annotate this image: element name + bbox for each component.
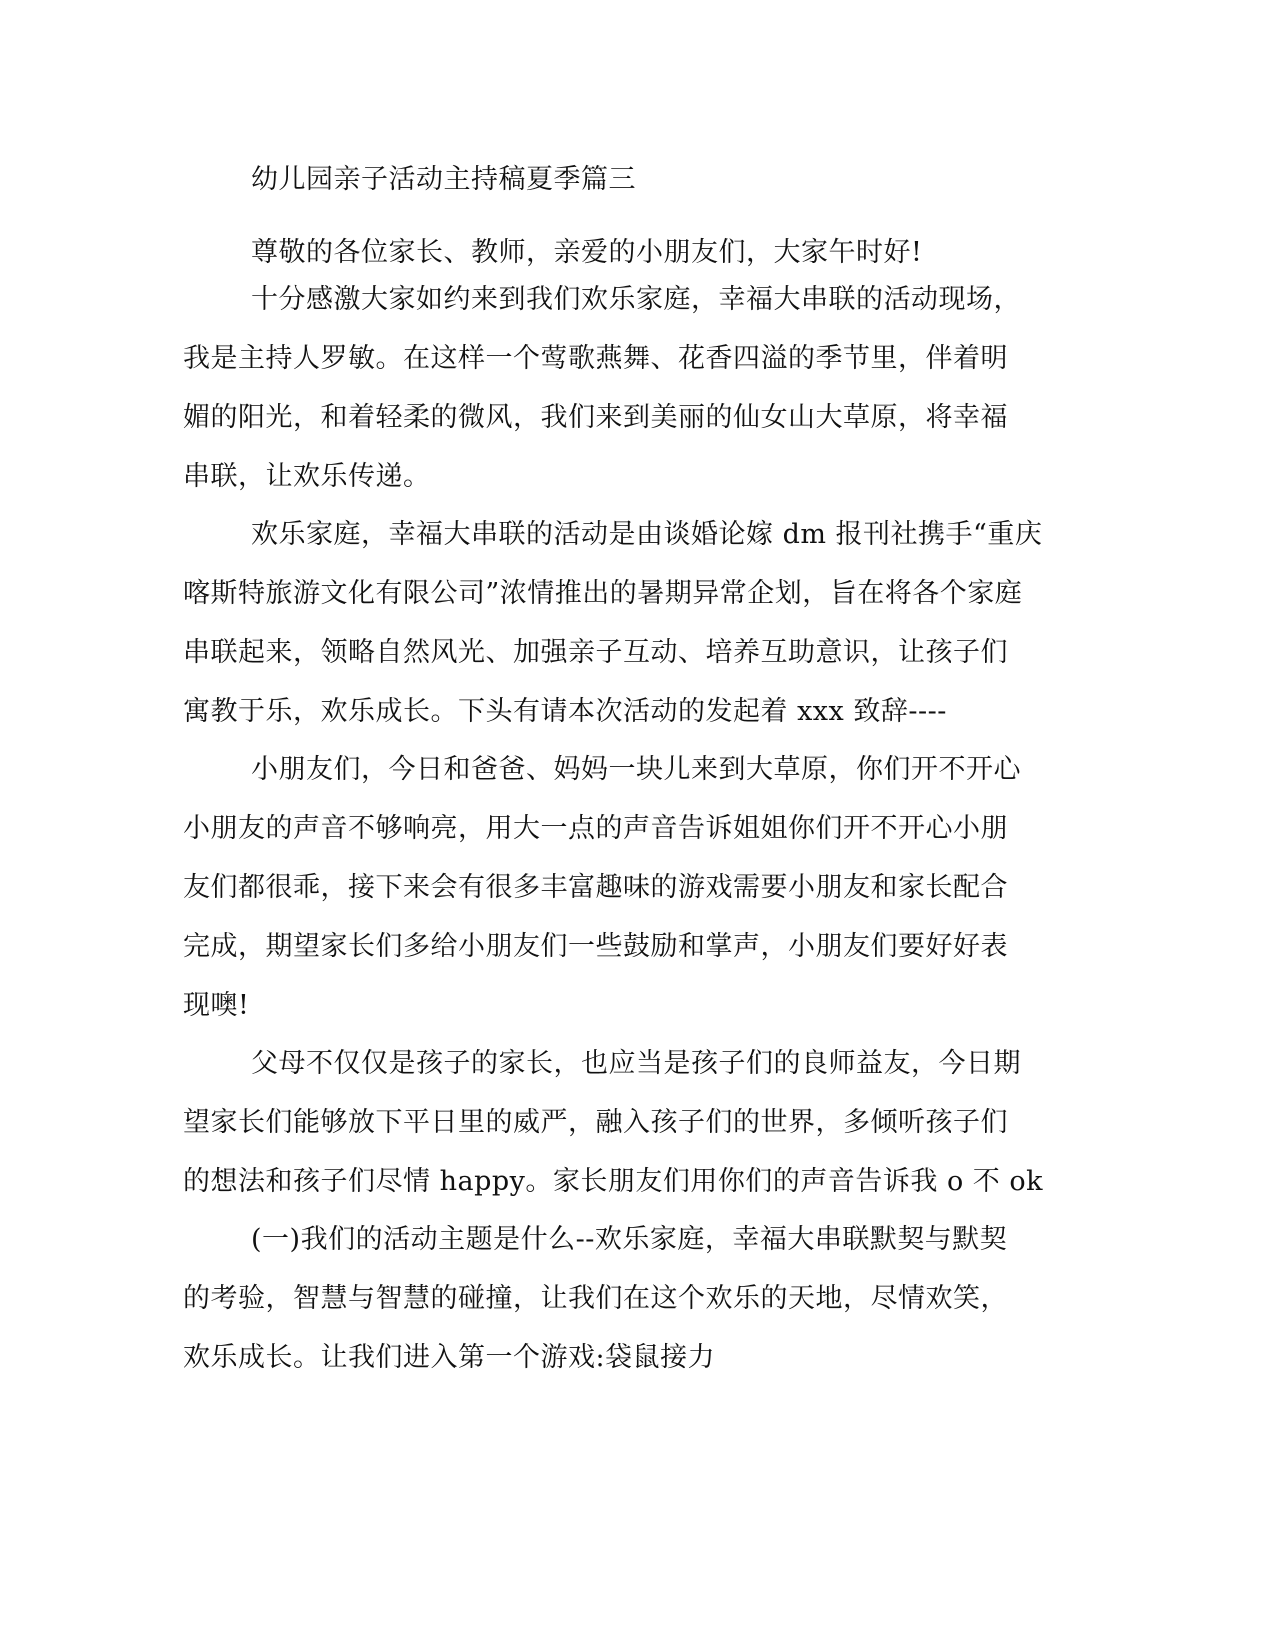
paragraph-parents	[183, 1034, 1043, 1211]
paragraph-line: 串联起来，领略自然风光、加强亲子互动、培养互助意识，让孩子们	[183, 637, 1008, 668]
paragraph-line: 喀斯特旅游文化有限公司”浓情推出的暑期异常企划，旨在将各个家庭	[183, 578, 1023, 609]
paragraph-line: 串联，让欢乐传递。	[183, 461, 431, 492]
paragraph-line: 小朋友们，今日和爸爸、妈妈一块儿来到大草原，你们开不开心	[251, 754, 1021, 785]
paragraph-activity	[183, 505, 1043, 741]
paragraph-line: 我是主持人罗敏。在这样一个莺歌燕舞、花香四溢的季节里，伴着明	[183, 343, 1008, 374]
paragraph-line: 父母不仅仅是孩子的家长，也应当是孩子们的良师益友，今日期	[251, 1048, 1021, 1079]
paragraph-line: 媚的阳光，和着轻柔的微风，我们来到美丽的仙女山大草原，将幸福	[183, 402, 1008, 433]
paragraph-line: 欢乐家庭，幸福大串联的活动是由谈婚论嫁 dm 报刊社携手“重庆	[251, 519, 1043, 550]
paragraph-line: 完成，期望家长们多给小朋友们一些鼓励和掌声，小朋友们要好好表	[183, 931, 1008, 962]
paragraph-line: 欢乐成长。让我们进入第一个游戏:袋鼠接力	[183, 1342, 716, 1373]
paragraph-intro	[183, 270, 1043, 506]
paragraph-line: (一)我们的活动主题是什么--欢乐家庭，幸福大串联默契与默契	[251, 1224, 1008, 1255]
paragraph-line: 友们都很乖，接下来会有很多丰富趣味的游戏需要小朋友和家长配合	[183, 872, 1008, 903]
paragraph-line: 十分感激大家如约来到我们欢乐家庭，幸福大串联的活动现场，	[251, 284, 1021, 315]
paragraph-line: 望家长们能够放下平日里的威严，融入孩子们的世界，多倾听孩子们	[183, 1107, 1008, 1138]
greeting-paragraph: 尊敬的各位家长、教师，亲爱的小朋友们，大家午时好!	[251, 237, 923, 268]
paragraph-line: 的想法和孩子们尽情 happy。家长朋友们用你们的声音告诉我 o 不 ok	[183, 1166, 1044, 1197]
paragraph-line: 寓教于乐，欢乐成长。下头有请本次活动的发起着 xxx 致辞----	[183, 696, 947, 727]
paragraph-line: 的考验，智慧与智慧的碰撞，让我们在这个欢乐的天地，尽情欢笑，	[183, 1283, 1008, 1314]
paragraph-line: 小朋友的声音不够响亮，用大一点的声音告诉姐姐你们开不开心小朋	[183, 813, 1008, 844]
paragraph-children	[183, 740, 1043, 1035]
paragraph-line: 现噢!	[183, 990, 250, 1021]
document-title: 幼儿园亲子活动主持稿夏季篇三	[251, 164, 636, 195]
paragraph-theme	[183, 1210, 1043, 1387]
